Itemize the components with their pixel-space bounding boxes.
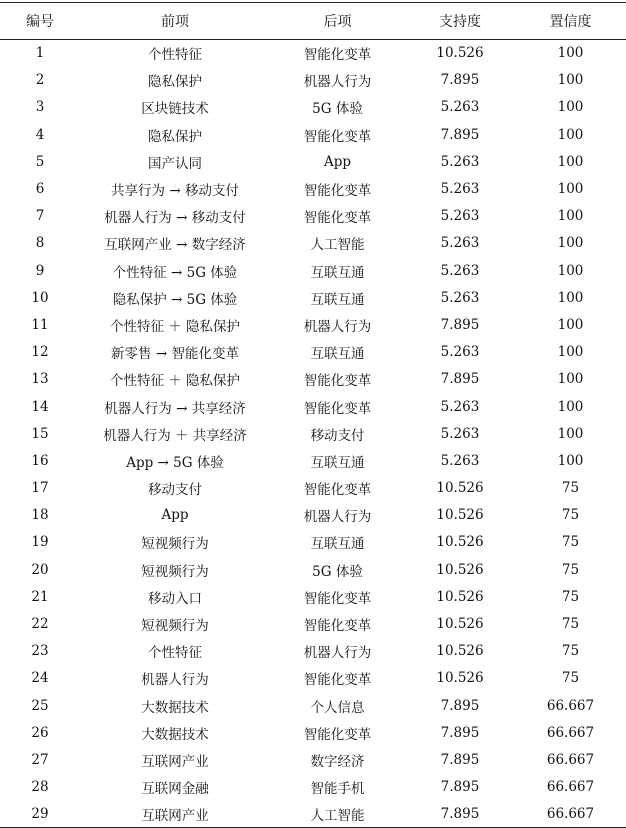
table-row xyxy=(0,665,626,692)
cell-antecedent: 机器人行为 ＋ 共享经济 xyxy=(103,427,247,444)
cell-confidence: 100 xyxy=(557,208,584,225)
cell-confidence: 66.667 xyxy=(546,751,595,768)
cell-antecedent: 大数据技术 xyxy=(141,699,209,716)
cell-antecedent: 个性特征 ＋ 隐私保护 xyxy=(109,318,241,335)
cell-consequent: 智能化变革 xyxy=(303,183,372,200)
cell-antecedent: 短视频行为 xyxy=(141,618,209,635)
cell-id: 6 xyxy=(35,181,45,198)
cell-support: 7.895 xyxy=(440,72,480,89)
cell-consequent: 智能化变革 xyxy=(303,47,372,64)
cell-id: 18 xyxy=(31,507,49,524)
table-row xyxy=(0,121,626,148)
cell-antecedent: App → 5G 体验 xyxy=(126,454,224,471)
table-row xyxy=(0,475,626,502)
table-row xyxy=(0,556,626,583)
cell-confidence: 75 xyxy=(561,480,580,497)
cell-consequent: 5G 体验 xyxy=(312,101,363,118)
cell-id: 1 xyxy=(35,45,45,62)
cell-id: 4 xyxy=(35,126,45,143)
table-row xyxy=(0,67,626,94)
cell-support: 7.895 xyxy=(440,697,480,714)
cell-consequent: 智能化变革 xyxy=(303,210,372,227)
cell-confidence: 100 xyxy=(557,126,584,143)
cell-id: 8 xyxy=(35,235,45,252)
cell-antecedent: App xyxy=(161,507,189,524)
table-row xyxy=(0,311,626,338)
cell-id: 7 xyxy=(35,208,45,225)
cell-id: 11 xyxy=(31,316,49,333)
cell-support: 5.263 xyxy=(440,181,480,198)
table-row xyxy=(0,447,626,474)
cell-support: 10.526 xyxy=(436,534,484,551)
cell-antecedent: 共享行为 → 移动支付 xyxy=(111,183,239,200)
cell-id: 26 xyxy=(31,724,49,741)
cell-consequent: 智能化变革 xyxy=(303,373,372,390)
cell-support: 5.263 xyxy=(440,99,480,116)
cell-support: 5.263 xyxy=(440,153,480,170)
cell-consequent: 智能化变革 xyxy=(303,672,372,689)
cell-id: 21 xyxy=(31,588,49,605)
cell-antecedent: 大数据技术 xyxy=(141,726,209,743)
cell-consequent: 5G 体验 xyxy=(312,563,363,580)
cell-consequent: 人工智能 xyxy=(310,237,365,254)
cell-consequent: 互联互通 xyxy=(310,346,365,363)
table-row xyxy=(0,420,626,447)
cell-antecedent: 移动入口 xyxy=(148,590,202,607)
cell-support: 10.526 xyxy=(436,588,484,605)
cell-support: 7.895 xyxy=(440,126,480,143)
cell-support: 5.263 xyxy=(440,398,480,415)
cell-consequent: App xyxy=(323,153,352,170)
table-row xyxy=(0,610,626,637)
cell-confidence: 100 xyxy=(557,452,584,469)
cell-id: 17 xyxy=(31,480,49,497)
table-row xyxy=(0,94,626,121)
cell-antecedent: 个性特征 ＋ 隐私保护 xyxy=(109,373,241,390)
cell-support: 10.526 xyxy=(436,670,484,687)
table-row xyxy=(0,502,626,529)
cell-confidence: 100 xyxy=(557,72,584,89)
cell-support: 7.895 xyxy=(440,316,480,333)
cell-antecedent: 个性特征 xyxy=(148,645,202,662)
cell-id: 13 xyxy=(31,371,49,388)
cell-confidence: 75 xyxy=(561,670,580,687)
cell-consequent: 互联互通 xyxy=(310,291,365,308)
cell-support: 5.263 xyxy=(440,262,480,279)
cell-confidence: 66.667 xyxy=(546,806,595,823)
cell-id: 14 xyxy=(31,398,49,415)
cell-antecedent: 互联网产业 xyxy=(141,753,209,770)
table-row xyxy=(0,719,626,746)
cell-confidence: 100 xyxy=(557,235,584,252)
table-row xyxy=(0,175,626,202)
cell-consequent: 智能化变革 xyxy=(303,726,372,743)
cell-antecedent: 互联网产业 xyxy=(141,808,209,825)
cell-confidence: 100 xyxy=(557,99,584,116)
cell-support: 5.263 xyxy=(440,344,480,361)
header-antecedent: 前项 xyxy=(161,14,189,30)
table-row xyxy=(0,366,626,393)
cell-support: 10.526 xyxy=(436,507,484,524)
cell-support: 5.263 xyxy=(440,452,480,469)
cell-support: 7.895 xyxy=(440,779,480,796)
cell-id: 9 xyxy=(35,262,45,279)
table-row xyxy=(0,583,626,610)
cell-consequent: 数字经济 xyxy=(310,753,365,770)
cell-id: 10 xyxy=(31,289,49,306)
cell-antecedent: 新零售 → 智能化变革 xyxy=(111,346,239,363)
cell-id: 2 xyxy=(35,72,45,89)
cell-id: 3 xyxy=(35,99,45,116)
cell-confidence: 100 xyxy=(557,344,584,361)
cell-id: 28 xyxy=(31,779,49,796)
cell-support: 7.895 xyxy=(440,371,480,388)
table-row xyxy=(0,230,626,257)
cell-confidence: 75 xyxy=(561,534,580,551)
cell-antecedent: 个性特征 → 5G 体验 xyxy=(112,264,238,281)
association-rules-table xyxy=(0,2,626,828)
cell-support: 10.526 xyxy=(436,561,484,578)
cell-support: 7.895 xyxy=(440,724,480,741)
cell-consequent: 智能化变革 xyxy=(303,618,372,635)
cell-antecedent: 互联网金融 xyxy=(141,781,209,798)
cell-id: 27 xyxy=(31,751,49,768)
cell-id: 5 xyxy=(35,153,45,170)
cell-confidence: 100 xyxy=(557,289,584,306)
cell-id: 20 xyxy=(31,561,49,578)
cell-consequent: 个人信息 xyxy=(310,699,365,716)
cell-confidence: 75 xyxy=(561,643,580,660)
cell-support: 5.263 xyxy=(440,425,480,442)
table-row xyxy=(0,393,626,420)
cell-confidence: 66.667 xyxy=(546,779,595,796)
cell-id: 23 xyxy=(31,643,49,660)
cell-confidence: 100 xyxy=(557,181,584,198)
table-row xyxy=(0,774,626,801)
table-row xyxy=(0,746,626,773)
cell-antecedent: 移动支付 xyxy=(148,482,202,499)
cell-antecedent: 国产认同 xyxy=(148,155,202,172)
cell-consequent: 互联互通 xyxy=(310,264,365,281)
cell-confidence: 75 xyxy=(561,507,580,524)
cell-confidence: 75 xyxy=(561,588,580,605)
table-row xyxy=(0,148,626,175)
cell-antecedent: 短视频行为 xyxy=(141,536,209,553)
cell-confidence: 75 xyxy=(561,616,580,633)
cell-antecedent: 互联网产业 → 数字经济 xyxy=(104,237,246,254)
header-confidence: 置信度 xyxy=(549,14,592,30)
cell-id: 19 xyxy=(31,534,49,551)
cell-antecedent: 短视频行为 xyxy=(141,563,209,580)
table-row xyxy=(0,801,626,828)
cell-confidence: 100 xyxy=(557,425,584,442)
cell-consequent: 机器人行为 xyxy=(303,645,372,662)
cell-confidence: 100 xyxy=(557,262,584,279)
table-row xyxy=(0,203,626,230)
cell-antecedent: 机器人行为 → 共享经济 xyxy=(104,400,246,417)
header-row xyxy=(0,3,626,40)
cell-support: 5.263 xyxy=(440,235,480,252)
table-row xyxy=(0,284,626,311)
cell-consequent: 互联互通 xyxy=(310,536,365,553)
cell-support: 7.895 xyxy=(440,751,480,768)
cell-consequent: 机器人行为 xyxy=(303,74,372,91)
table-body xyxy=(0,40,626,828)
cell-consequent: 人工智能 xyxy=(310,808,365,825)
table-row xyxy=(0,339,626,366)
cell-support: 7.895 xyxy=(440,806,480,823)
cell-id: 12 xyxy=(31,344,49,361)
cell-confidence: 100 xyxy=(557,398,584,415)
cell-confidence: 66.667 xyxy=(546,697,595,714)
header-consequent: 后项 xyxy=(323,14,352,30)
table-row xyxy=(0,638,626,665)
cell-antecedent: 隐私保护 xyxy=(148,74,202,91)
cell-id: 29 xyxy=(31,806,49,823)
table-row xyxy=(0,529,626,556)
cell-consequent: 智能化变革 xyxy=(303,590,372,607)
cell-consequent: 机器人行为 xyxy=(303,509,372,526)
table-row xyxy=(0,40,626,67)
cell-consequent: 互联互通 xyxy=(310,454,365,471)
cell-support: 10.526 xyxy=(436,616,484,633)
cell-antecedent: 机器人行为 xyxy=(141,672,209,689)
cell-support: 5.263 xyxy=(440,208,480,225)
cell-antecedent: 区块链技术 xyxy=(141,101,209,118)
cell-confidence: 100 xyxy=(557,316,584,333)
cell-antecedent: 机器人行为 → 移动支付 xyxy=(104,210,246,227)
cell-antecedent: 隐私保护 → 5G 体验 xyxy=(112,291,238,308)
header-id: 编号 xyxy=(26,14,54,30)
cell-consequent: 智能化变革 xyxy=(303,482,372,499)
cell-consequent: 移动支付 xyxy=(310,427,365,444)
cell-consequent: 智能化变革 xyxy=(303,400,372,417)
cell-id: 15 xyxy=(31,425,49,442)
cell-id: 22 xyxy=(31,616,49,633)
cell-support: 10.526 xyxy=(436,45,484,62)
header-support: 支持度 xyxy=(439,14,481,30)
cell-confidence: 75 xyxy=(561,561,580,578)
cell-id: 16 xyxy=(31,452,49,469)
cell-confidence: 100 xyxy=(557,153,584,170)
cell-consequent: 机器人行为 xyxy=(303,318,372,335)
cell-antecedent: 隐私保护 xyxy=(148,128,202,145)
cell-consequent: 智能手机 xyxy=(310,781,365,798)
cell-support: 10.526 xyxy=(436,480,484,497)
cell-consequent: 智能化变革 xyxy=(303,128,372,145)
cell-id: 25 xyxy=(31,697,49,714)
cell-confidence: 66.667 xyxy=(546,724,595,741)
table-row xyxy=(0,692,626,719)
cell-support: 10.526 xyxy=(436,643,484,660)
cell-support: 5.263 xyxy=(440,289,480,306)
table-row xyxy=(0,257,626,284)
cell-confidence: 100 xyxy=(557,371,584,388)
cell-antecedent: 个性特征 xyxy=(148,47,202,64)
cell-confidence: 100 xyxy=(557,45,584,62)
cell-id: 24 xyxy=(31,670,49,687)
